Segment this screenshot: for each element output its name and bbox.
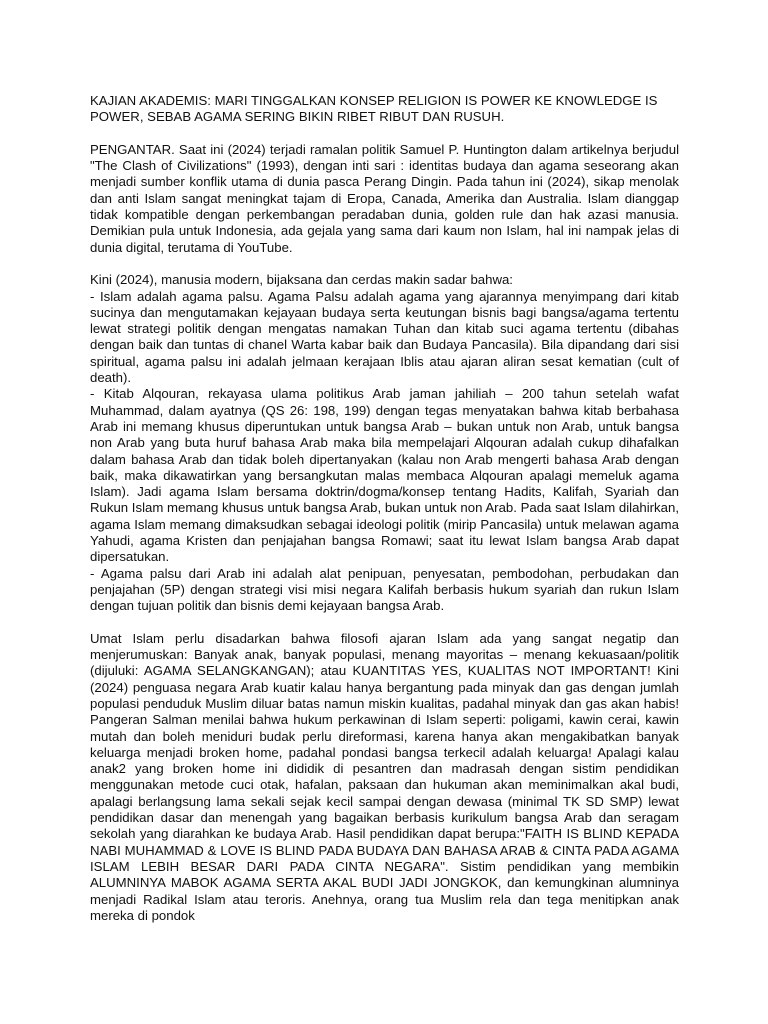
intro-paragraph: PENGANTAR. Saat ini (2024) terjadi ramalan politik Samuel P. Huntington dalam artikelnya berjudul "The Clash of Civilizations" (1993), dengan inti sari : identitas budaya dan agama seseorang akan menjadi sumber konflik utama di dunia pasca Perang Dingin. Pada tahun ini (2024), sikap menolak dan anti Islam sangat meningkat tajam di Eropa, Canada, Amerika dan Australia. Islam dianggap tidak kompatible dengan perkembangan peradaban dunia, golden rule dan hak azasi manusia. Demikian pula untuk Indonesia, ada gejala yang sama dari kaum non Islam, hal ini nampak jelas di dunia digital, terutama di YouTube.	[90, 141, 679, 255]
document-title: KAJIAN AKADEMIS: MARI TINGGALKAN KONSEP RELIGION IS POWER KE KNOWLEDGE IS POWER, SEBAB AGAMA SERING BIKIN RIBET RIBUT DAN RUSUH.	[90, 93, 658, 125]
point-alqouran: - Kitab Alqouran, rekayasa ulama politikus Arab jaman jahiliah – 200 tahun setelah wafat Muhammad, dalam ayatnya (QS 26: 198, 199) dengan tegas menyatakan bahwa kitab berbahasa Arab ini memang khusus diperuntukan untuk bangsa Arab – bukan untuk non Arab, untuk bangsa non Arab yang buta huruf bahasa Arab maka bila mempelajari Alqouran adalah cukup dihafalkan dalam bahasa Arab dan tidak boleh dipertanyakan (kalau non Arab mengerti bahasa Arab dengan baik, maka dikawatirkan yang bersangkutan malas membaca Alqouran apalagi memeluk agama Islam). Jadi agama Islam bersama doktrin/dogma/konsep tentang Hadits, Kalifah, Syariah dan Rukun Islam memang khusus untuk bangsa Arab, bukan untuk non Arab. Pada saat Islam dilahirkan, agama Islam memang dimaksudkan sebagai ideologi politik (mirip Pancasila) untuk melawan agama Yahudi, agama Kristen dan penjajahan bangsa Romawi; saat itu lewat Islam bangsa Arab dapat dipersatukan.	[90, 386, 679, 565]
point-5p: - Agama palsu dari Arab ini adalah alat penipuan, penyesatan, pembodohan, perbudakan dan penjajahan (5P) dengan strategi visi misi negara Kalifah berbasis hukum syariah dan rukun Islam dengan tujuan politik dan bisnis demi kejayaan bangsa Arab.	[90, 565, 679, 614]
closing-paragraph: Umat Islam perlu disadarkan bahwa filosofi ajaran Islam ada yang sangat negatip dan menjerumuskan: Banyak anak, banyak populasi, menang mayoritas – menang kekuasaan/politik (dijuluki: AGAMA SELANGKANGAN); atau KUANTITAS YES, KUALITAS NOT IMPORTANT! Kini (2024) penguasa negara Arab kuatir kalau hanya bergantung pada minyak dan gas dengan jumlah populasi penduduk Muslim diluar batas namun miskin kualitas, padahal minyak dan gas akan habis! Pangeran Salman menilai bahwa hukum perkawinan di Islam seperti: poligami, kawin cerai, kawin mutah dan boleh meniduri budak perlu direformasi, karena hanya akan mengakibatkan banyak keluarga menjadi broken home, padahal pondasi bangsa terkecil adalah keluarga! Apalagi kalau anak2 yang broken home ini dididik di pesantren dan madrasah dengan sistim pendidikan menggunakan metode cuci otak, hafalan, paksaan dan hukuman akan meminimalkan akal budi, apalagi berlangsung lama sekali sejak kecil sampai dengan dewasa (minimal TK SD SMP) lewat pendidikan dasar dan menengah yang bagaikan berbasis kurikulum bangsa Arab dan seragam sekolah yang diarahkan ke budaya Arab. Hasil pendidikan dapat berupa:"FAITH IS BLIND KEPADA NABI MUHAMMAD & LOVE IS BLIND PADA BUDAYA DAN BAHASA ARAB & CINTA PADA AGAMA ISLAM LEBIH BESAR DARI PADA CINTA NEGARA". Sistim pendidikan yang membikin ALUMNINYA MABOK AGAMA SERTA AKAL BUDI JADI JONGKOK, dan kemungkinan alumninya menjadi Radikal Islam atau teroris. Anehnya, orang tua Muslim rela dan tega menitipkan anak mereka di pondok	[90, 630, 679, 923]
paragraph-gap	[90, 615, 679, 631]
point-fake-religion: - Islam adalah agama palsu. Agama Palsu adalah agama yang ajarannya menyimpang dari kitab sucinya dan mengutamakan kejayaan budaya serta keutungan bisnis bagi bangsa/agama tertentu lewat strategi politik dengan mengatas namakan Tuhan dan kitab suci agama tertentu (dibahas dengan baik dan tuntas di chanel Warta kabar baik dan Budaya Pancasila). Bila dipandang dari sisi spiritual, agama palsu ini adalah jelmaan kerajaan Iblis atau ajaran aliran sesat kematian (cult of death).	[90, 288, 679, 386]
paragraph-gap	[90, 256, 679, 272]
paragraph-gap	[90, 126, 679, 142]
kini-lead: Kini (2024), manusia modern, bijaksana dan cerdas makin sadar bahwa:	[90, 272, 513, 288]
